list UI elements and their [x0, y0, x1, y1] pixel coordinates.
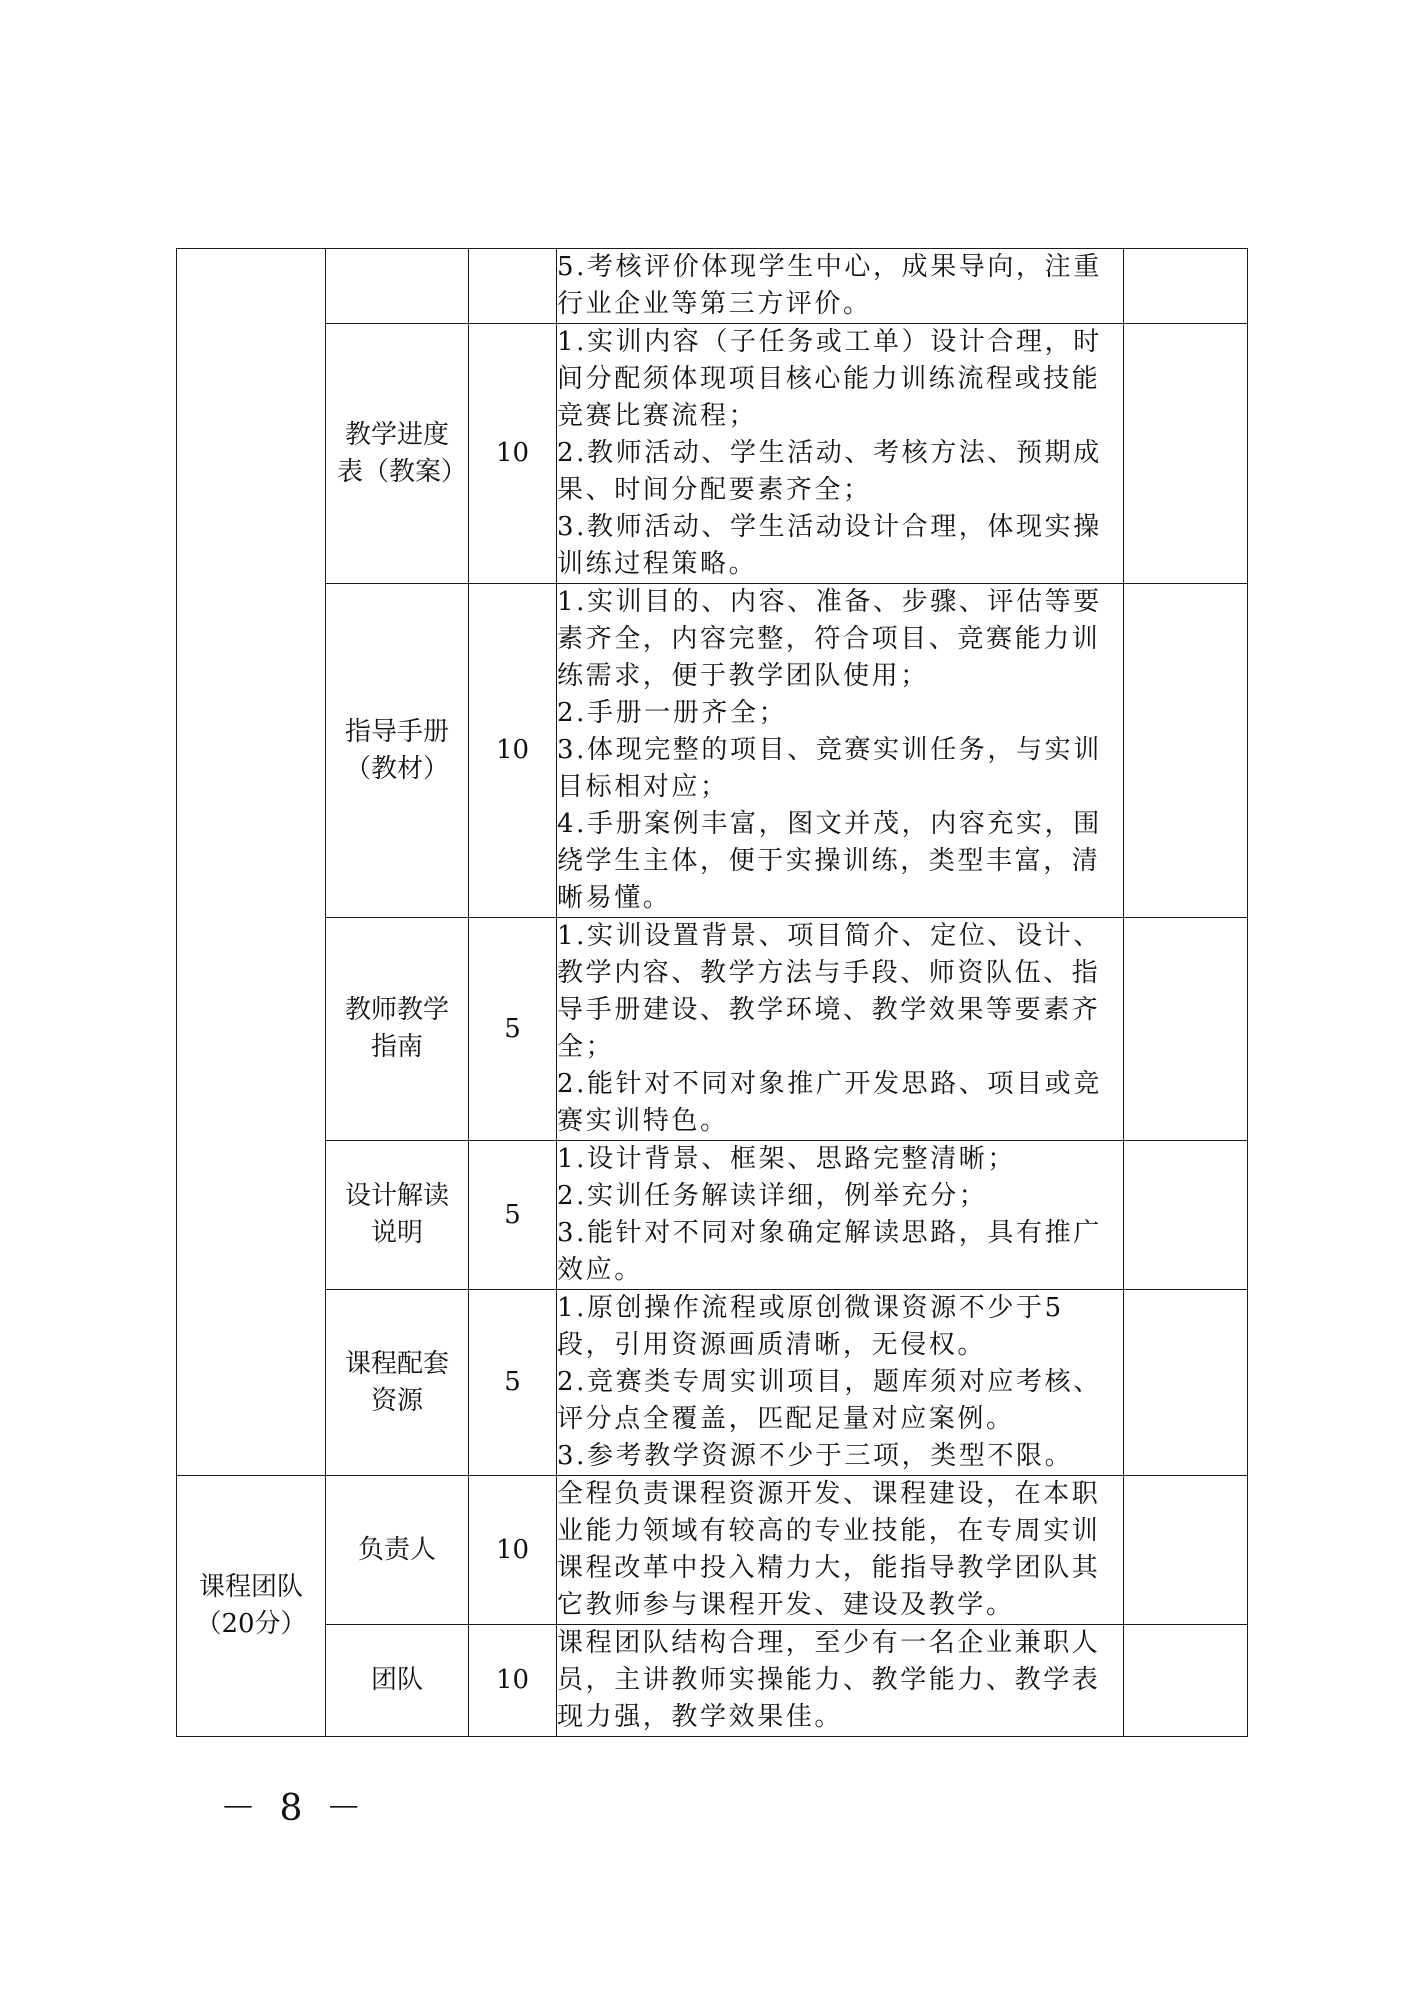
criteria-line: 教学内容、教学方法与手段、师资队伍、指	[557, 958, 1101, 988]
remark-cell	[1124, 584, 1248, 918]
category-cell	[177, 1476, 326, 1737]
item-label: 课程配套资源	[344, 1348, 449, 1416]
criteria-line: 评分点全覆盖，匹配足量对应案例。	[557, 1404, 1015, 1434]
criteria-line: 3.能针对不同对象确定解读思路，具有推广	[557, 1218, 1102, 1248]
criteria-line: 赛实训特色。	[557, 1106, 729, 1136]
criteria-line: 目标相对应；	[557, 772, 729, 802]
item-cell	[326, 1476, 469, 1625]
criteria-line: 练需求，便于教学团队使用；	[557, 661, 929, 691]
score-cell: 5	[469, 918, 557, 1141]
criteria-cell	[557, 1290, 1124, 1476]
criteria-line: 3.教师活动、学生活动设计合理，体现实操	[557, 512, 1102, 542]
table-row	[177, 918, 1248, 1141]
criteria-line: 1.实训内容（子任务或工单）设计合理，时	[557, 327, 1102, 357]
remark-cell	[1124, 918, 1248, 1141]
score-cell: 10	[469, 1625, 557, 1737]
criteria-line: 1.实训设置背景、项目简介、定位、设计、	[557, 921, 1102, 951]
criteria-line: 课程改革中投入精力大，能指导教学团队其	[557, 1553, 1101, 1583]
item-label: 教学进度表（教案）	[337, 419, 468, 487]
item-cell	[326, 1625, 469, 1737]
criteria-line: 晰易懂。	[557, 883, 672, 913]
item-label: 教师教学指南	[344, 995, 449, 1062]
score-cell: 5	[469, 1141, 557, 1290]
table-row	[177, 1625, 1248, 1737]
criteria-line: 绕学生主体，便于实操训练，类型丰富，清	[557, 846, 1101, 876]
criteria-line: 全程负责课程资源开发、课程建设，在本职	[557, 1479, 1101, 1509]
criteria-cell	[557, 1625, 1124, 1737]
criteria-line: 果、时间分配要素齐全；	[557, 475, 872, 505]
criteria-cell	[557, 324, 1124, 584]
item-label: 指导手册（教材）	[344, 716, 449, 784]
criteria-line: 全；	[557, 1032, 615, 1062]
category-label: 课程团队（20分）	[195, 1572, 307, 1639]
criteria-line: 它教师参与课程开发、建设及教学。	[557, 1590, 1015, 1620]
criteria-line: 业能力领域有较高的专业技能，在专周实训	[557, 1516, 1101, 1546]
criteria-line: 行业企业等第三方评价。	[557, 289, 872, 319]
evaluation-table	[176, 248, 1248, 1737]
item-cell	[326, 1141, 469, 1290]
remark-cell	[1124, 324, 1248, 584]
criteria-line: 2.实训任务解读详细，例举充分；	[557, 1181, 988, 1211]
score-cell: 10	[469, 584, 557, 918]
criteria-line: 3.参考教学资源不少于三项，类型不限。	[557, 1441, 1074, 1471]
criteria-line: 4.手册案例丰富，图文并茂，内容充实，围	[557, 809, 1102, 839]
remark-cell	[1124, 249, 1248, 324]
table-row	[177, 249, 1248, 324]
item-cell	[326, 1290, 469, 1476]
item-label: 团队	[370, 1665, 423, 1695]
criteria-line: 1.实训目的、内容、准备、步骤、评估等要	[557, 587, 1102, 617]
criteria-line: 段，引用资源画质清晰，无侵权。	[557, 1330, 987, 1360]
criteria-line: 2.能针对不同对象推广开发思路、项目或竞	[557, 1069, 1102, 1099]
criteria-line: 2.竞赛类专周实训项目，题库须对应考核、	[557, 1367, 1102, 1397]
score-cell: 10	[469, 324, 557, 584]
table-row	[177, 324, 1248, 584]
item-label: 设计解读说明	[344, 1181, 449, 1248]
criteria-line: 1.设计背景、框架、思路完整清晰；	[557, 1144, 1017, 1174]
page-number: － 8 －	[220, 1788, 368, 1829]
criteria-cell	[557, 918, 1124, 1141]
criteria-line: 3.体现完整的项目、竞赛实训任务，与实训	[557, 735, 1102, 765]
table-row	[177, 1476, 1248, 1625]
remark-cell	[1124, 1290, 1248, 1476]
criteria-line: 竞赛比赛流程；	[557, 401, 758, 431]
criteria-line: 效应。	[557, 1255, 643, 1285]
criteria-cell	[557, 1141, 1124, 1290]
criteria-line: 课程团队结构合理，至少有一名企业兼职人	[557, 1628, 1101, 1658]
item-label: 负责人	[357, 1534, 436, 1565]
criteria-line: 2.教师活动、学生活动、考核方法、预期成	[557, 438, 1102, 468]
score-cell: 5	[469, 1290, 557, 1476]
criteria-line: 5.考核评价体现学生中心，成果导向，注重	[557, 252, 1102, 282]
remark-cell	[1124, 1141, 1248, 1290]
score-cell: 10	[469, 1476, 557, 1625]
criteria-line: 训练过程策略。	[557, 549, 758, 579]
score-cell	[469, 249, 557, 324]
criteria-cell	[557, 584, 1124, 918]
criteria-line: 导手册建设、教学环境、教学效果等要素齐	[557, 995, 1101, 1025]
table-row	[177, 1141, 1248, 1290]
criteria-line: 1.原创操作流程或原创微课资源不少于5	[557, 1293, 1064, 1323]
category-cell-empty	[177, 249, 326, 1476]
remark-cell	[1124, 1625, 1248, 1737]
table-row	[177, 584, 1248, 918]
item-cell	[326, 918, 469, 1141]
criteria-line: 现力强，教学效果佳。	[557, 1702, 844, 1732]
criteria-line: 素齐全，内容完整，符合项目、竞赛能力训	[557, 624, 1101, 654]
criteria-line: 间分配须体现项目核心能力训练流程或技能	[557, 364, 1101, 394]
item-cell	[326, 249, 469, 324]
remark-cell	[1124, 1476, 1248, 1625]
criteria-line: 员，主讲教师实操能力、教学能力、教学表	[557, 1665, 1101, 1695]
table-row	[177, 1290, 1248, 1476]
item-cell	[326, 584, 469, 918]
criteria-line: 2.手册一册齐全；	[557, 698, 788, 728]
item-cell	[326, 324, 469, 584]
criteria-cell	[557, 249, 1124, 324]
criteria-cell	[557, 1476, 1124, 1625]
